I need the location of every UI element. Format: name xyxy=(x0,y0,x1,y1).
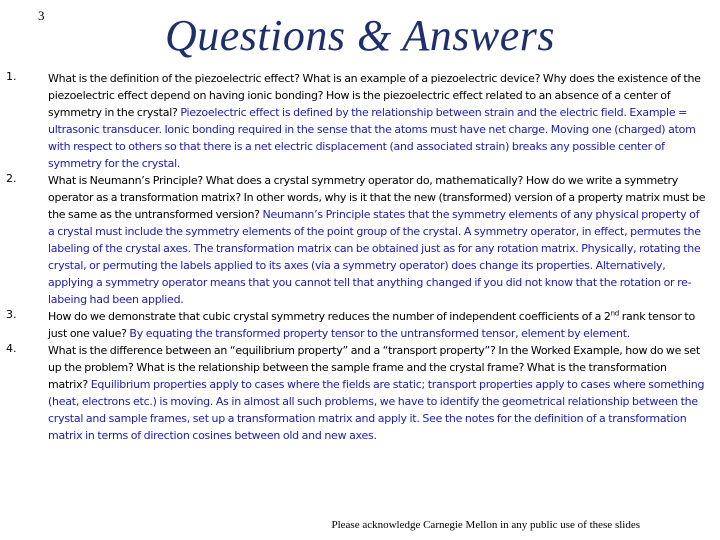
qa-text xyxy=(48,342,708,444)
answer-text: Neumann’s Principle states that the symmetry elements of any physical property of a crystal must include the symmetry elements of the point group of the crystal. A symmetry operator, in effect, permutes the labeling of the crystal axes. The transformation matrix can be obtained just as for any rotation matrix. Physically, rotating the crystal, or permuting the labels applied to its axes (via a symmetry operator) does change its properties. Alternatively, applying a symmetry operator means that you cannot tell that anything changed if you did not know that the rotation or re-labeing had been applied. xyxy=(48,208,701,306)
question-text-part: rank tensor to just one value? xyxy=(48,310,695,340)
qa-text xyxy=(48,308,708,342)
qa-item-1 xyxy=(0,70,720,172)
question-text: What is the difference between an “equilibrium property” and a “transport property”? In the Worked Example, how do we set up the problem? What is the relationship between the sample frame and the crystal frame? What is the transformation matrix? xyxy=(48,344,700,391)
ordinal-superscript: nd xyxy=(610,309,620,318)
item-number: 3. xyxy=(6,308,17,321)
item-number: 4. xyxy=(6,342,17,355)
question-text: What is the definition of the piezoelectric effect? What is an example of a piezoelectric device? Why does the existence of the piezoelectric effect depend on having ionic bonding? How is the piezoelectric effect related to an absence of a center of symmetry in the crystal? xyxy=(48,72,701,119)
page-number: 3 xyxy=(38,8,45,23)
qa-list xyxy=(0,70,720,444)
qa-item-3 xyxy=(0,308,720,342)
qa-item-4 xyxy=(0,342,720,444)
item-number: 1. xyxy=(6,70,17,83)
qa-text xyxy=(48,172,708,308)
answer-text: By equating the transformed property tensor to the untransformed tensor, element by element. xyxy=(129,327,631,340)
qa-text xyxy=(48,70,708,172)
footer-acknowledgement: Please acknowledge Carnegie Mellon in any public use of these slides xyxy=(331,519,640,531)
question-text: What is Neumann’s Principle? What does a crystal symmetry operator do, mathematically? How do we write a symmetry operator as a transformation matrix? In other words, why is it that the new (transformed) version of a property matrix must be the same as the untransformed version? xyxy=(48,174,706,221)
item-number: 2. xyxy=(6,172,17,185)
question-text-part: How do we demonstrate that cubic crystal symmetry reduces the number of independent coefficients of a 2 xyxy=(48,310,611,323)
answer-text: Piezoelectric effect is defined by the relationship between strain and the electric field. Example = ultrasonic transducer. Ionic bonding required in the sense that the atoms must have net charge. Moving one (charged) atom with respect to others so that there is a net electric displacement (and associated strain) breaks any possible center of symmetry for the crystal. xyxy=(48,106,696,170)
answer-text: Equilibrium properties apply to cases where the fields are static; transport properties apply to cases where something (heat, electrons etc.) is moving. As in almost all such problems, we have to identify the geometrical relationship between the crystal and sample frames, set up a transformation matrix and apply it. See the notes for the definition of a transformation matrix in terms of direction cosines between old and new axes. xyxy=(48,378,705,442)
slide-title: Questions & Answers xyxy=(164,11,556,60)
qa-item-2 xyxy=(0,172,720,308)
